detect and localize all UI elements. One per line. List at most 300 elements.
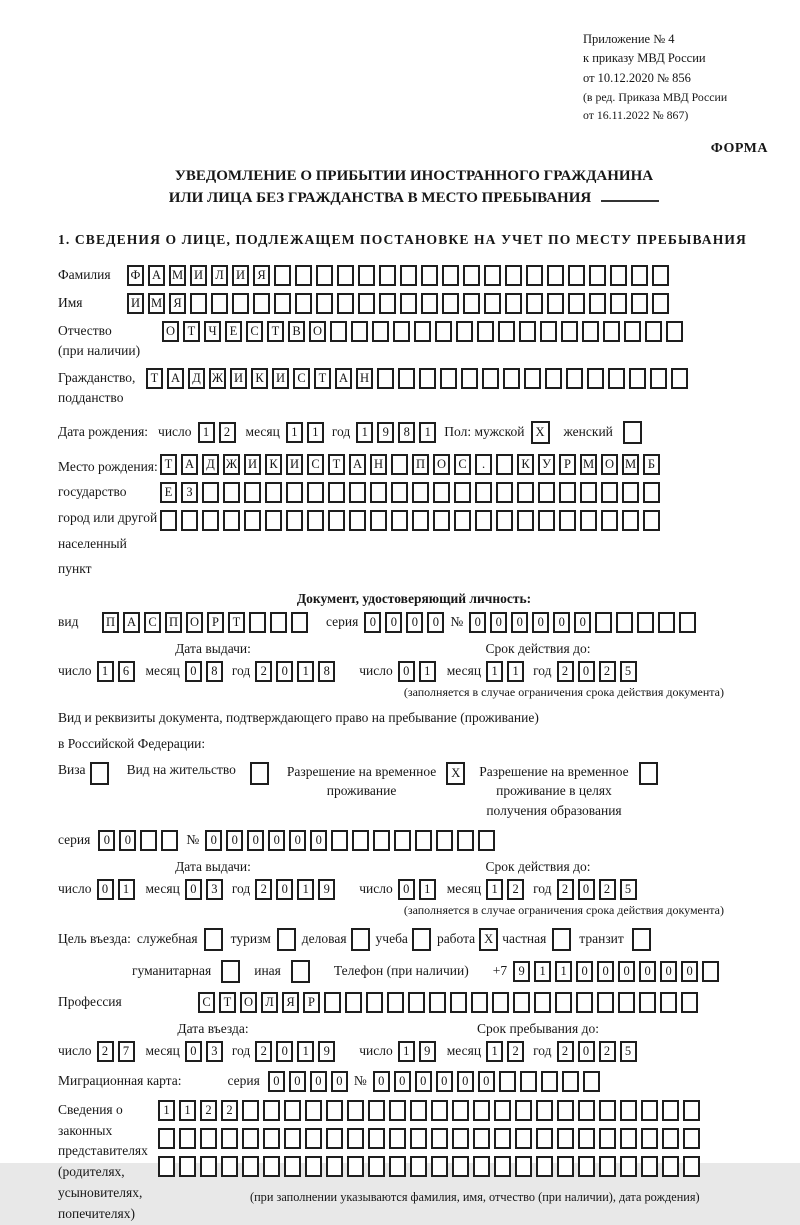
char-cell[interactable] — [568, 293, 585, 314]
char-cell[interactable]: 0 — [457, 1071, 474, 1092]
char-cell[interactable] — [641, 1128, 658, 1149]
char-cell[interactable]: И — [230, 368, 247, 389]
char-cell[interactable] — [326, 1128, 343, 1149]
char-cell[interactable]: Р — [303, 992, 320, 1013]
char-cell[interactable] — [526, 293, 543, 314]
char-cell[interactable] — [358, 265, 375, 286]
char-cell[interactable]: 2 — [255, 1041, 272, 1062]
char-cell[interactable] — [90, 762, 109, 785]
char-cell[interactable] — [662, 1128, 679, 1149]
char-cell[interactable] — [421, 265, 438, 286]
char-cell[interactable] — [452, 1100, 469, 1121]
char-cell[interactable] — [652, 265, 669, 286]
char-cell[interactable]: М — [580, 454, 597, 475]
char-cell[interactable]: 0 — [469, 612, 486, 633]
char-cell[interactable]: 1 — [286, 422, 303, 443]
char-cell[interactable]: Я — [282, 992, 299, 1013]
char-cell[interactable] — [473, 1100, 490, 1121]
char-cell[interactable]: П — [165, 612, 182, 633]
char-cell[interactable] — [274, 293, 291, 314]
char-cell[interactable] — [415, 830, 432, 851]
char-cell[interactable]: 1 — [486, 879, 503, 900]
char-cell[interactable]: К — [517, 454, 534, 475]
char-cell[interactable] — [349, 482, 366, 503]
char-cell[interactable]: 1 — [419, 661, 436, 682]
char-cell[interactable]: 1 — [297, 879, 314, 900]
char-cell[interactable] — [232, 293, 249, 314]
char-cell[interactable] — [331, 830, 348, 851]
char-cell[interactable] — [394, 830, 411, 851]
char-cell[interactable] — [519, 321, 536, 342]
char-cell[interactable]: С — [454, 454, 471, 475]
char-cell[interactable] — [328, 482, 345, 503]
char-cell[interactable]: О — [186, 612, 203, 633]
char-cell[interactable]: У — [538, 454, 555, 475]
char-cell[interactable]: 5 — [620, 879, 637, 900]
char-cell[interactable]: 0 — [185, 879, 202, 900]
char-cell[interactable]: 0 — [574, 612, 591, 633]
char-cell[interactable]: 2 — [219, 422, 236, 443]
char-cell[interactable] — [291, 612, 308, 633]
char-cell[interactable]: И — [232, 265, 249, 286]
char-cell[interactable] — [599, 1156, 616, 1177]
char-cell[interactable] — [286, 510, 303, 531]
char-cell[interactable] — [492, 992, 509, 1013]
char-cell[interactable] — [242, 1156, 259, 1177]
char-cell[interactable] — [419, 368, 436, 389]
char-cell[interactable]: А — [349, 454, 366, 475]
char-cell[interactable]: 0 — [576, 961, 593, 982]
char-cell[interactable] — [482, 368, 499, 389]
char-cell[interactable] — [637, 612, 654, 633]
char-cell[interactable] — [547, 265, 564, 286]
char-cell[interactable]: Н — [370, 454, 387, 475]
char-cell[interactable]: Ф — [127, 265, 144, 286]
char-cell[interactable]: 8 — [398, 422, 415, 443]
char-cell[interactable]: 9 — [419, 1041, 436, 1062]
char-cell[interactable]: 1 — [534, 961, 551, 982]
char-cell[interactable]: И — [244, 454, 261, 475]
char-cell[interactable] — [349, 510, 366, 531]
char-cell[interactable] — [347, 1156, 364, 1177]
char-cell[interactable]: 5 — [620, 1041, 637, 1062]
char-cell[interactable] — [368, 1128, 385, 1149]
char-cell[interactable]: 2 — [557, 879, 574, 900]
char-cell[interactable] — [578, 1156, 595, 1177]
char-cell[interactable] — [552, 928, 571, 951]
char-cell[interactable] — [442, 265, 459, 286]
char-cell[interactable] — [391, 454, 408, 475]
char-cell[interactable] — [601, 482, 618, 503]
char-cell[interactable] — [337, 265, 354, 286]
char-cell[interactable] — [534, 992, 551, 1013]
char-cell[interactable]: 0 — [276, 879, 293, 900]
char-cell[interactable] — [345, 992, 362, 1013]
char-cell[interactable] — [578, 1100, 595, 1121]
char-cell[interactable] — [499, 1071, 516, 1092]
char-cell[interactable]: И — [127, 293, 144, 314]
char-cell[interactable]: 0 — [268, 830, 285, 851]
char-cell[interactable] — [597, 992, 614, 1013]
char-cell[interactable]: 1 — [179, 1100, 196, 1121]
char-cell[interactable] — [391, 482, 408, 503]
char-cell[interactable] — [505, 293, 522, 314]
char-cell[interactable] — [461, 368, 478, 389]
char-cell[interactable]: 3 — [206, 879, 223, 900]
char-cell[interactable] — [538, 482, 555, 503]
char-cell[interactable] — [270, 612, 287, 633]
char-cell[interactable] — [632, 928, 651, 951]
char-cell[interactable] — [373, 830, 390, 851]
char-cell[interactable] — [517, 482, 534, 503]
char-cell[interactable]: 3 — [206, 1041, 223, 1062]
char-cell[interactable]: И — [190, 265, 207, 286]
char-cell[interactable] — [158, 1128, 175, 1149]
char-cell[interactable] — [307, 482, 324, 503]
char-cell[interactable] — [244, 482, 261, 503]
char-cell[interactable] — [702, 961, 719, 982]
char-cell[interactable]: 1 — [297, 1041, 314, 1062]
char-cell[interactable]: 1 — [97, 661, 114, 682]
char-cell[interactable] — [351, 321, 368, 342]
char-cell[interactable]: 6 — [118, 661, 135, 682]
char-cell[interactable]: И — [286, 454, 303, 475]
char-cell[interactable]: 0 — [511, 612, 528, 633]
char-cell[interactable]: 0 — [618, 961, 635, 982]
char-cell[interactable]: М — [148, 293, 165, 314]
char-cell[interactable] — [568, 265, 585, 286]
char-cell[interactable]: 0 — [98, 830, 115, 851]
char-cell[interactable] — [587, 368, 604, 389]
char-cell[interactable] — [463, 265, 480, 286]
char-cell[interactable] — [435, 321, 452, 342]
char-cell[interactable] — [347, 1128, 364, 1149]
char-cell[interactable] — [557, 1128, 574, 1149]
char-cell[interactable]: Т — [219, 992, 236, 1013]
char-cell[interactable]: К — [265, 454, 282, 475]
char-cell[interactable] — [629, 368, 646, 389]
char-cell[interactable] — [223, 482, 240, 503]
char-cell[interactable]: 0 — [247, 830, 264, 851]
char-cell[interactable] — [352, 830, 369, 851]
char-cell[interactable] — [580, 510, 597, 531]
char-cell[interactable] — [221, 1128, 238, 1149]
char-cell[interactable] — [671, 368, 688, 389]
char-cell[interactable]: Т — [328, 454, 345, 475]
char-cell[interactable] — [410, 1100, 427, 1121]
char-cell[interactable]: 0 — [268, 1071, 285, 1092]
char-cell[interactable] — [622, 510, 639, 531]
char-cell[interactable] — [337, 293, 354, 314]
char-cell[interactable] — [454, 510, 471, 531]
char-cell[interactable] — [520, 1071, 537, 1092]
char-cell[interactable] — [190, 293, 207, 314]
char-cell[interactable]: 0 — [185, 661, 202, 682]
char-cell[interactable]: X — [446, 762, 465, 785]
char-cell[interactable] — [639, 992, 656, 1013]
char-cell[interactable] — [679, 612, 696, 633]
char-cell[interactable] — [202, 482, 219, 503]
char-cell[interactable]: 2 — [557, 661, 574, 682]
char-cell[interactable]: 2 — [97, 1041, 114, 1062]
char-cell[interactable]: 0 — [578, 661, 595, 682]
char-cell[interactable] — [471, 992, 488, 1013]
char-cell[interactable] — [494, 1156, 511, 1177]
char-cell[interactable]: 0 — [406, 612, 423, 633]
char-cell[interactable]: А — [335, 368, 352, 389]
char-cell[interactable] — [358, 293, 375, 314]
char-cell[interactable] — [681, 992, 698, 1013]
char-cell[interactable]: Т — [183, 321, 200, 342]
char-cell[interactable] — [643, 510, 660, 531]
char-cell[interactable] — [662, 1156, 679, 1177]
char-cell[interactable] — [589, 265, 606, 286]
char-cell[interactable] — [589, 293, 606, 314]
char-cell[interactable] — [158, 1156, 175, 1177]
char-cell[interactable] — [179, 1128, 196, 1149]
char-cell[interactable]: 2 — [255, 879, 272, 900]
char-cell[interactable]: С — [307, 454, 324, 475]
char-cell[interactable] — [639, 762, 658, 785]
char-cell[interactable] — [599, 1128, 616, 1149]
char-cell[interactable]: X — [479, 928, 498, 951]
char-cell[interactable] — [513, 992, 530, 1013]
char-cell[interactable]: 0 — [289, 830, 306, 851]
char-cell[interactable]: Е — [225, 321, 242, 342]
char-cell[interactable]: Т — [228, 612, 245, 633]
char-cell[interactable] — [580, 482, 597, 503]
char-cell[interactable] — [583, 1071, 600, 1092]
char-cell[interactable] — [370, 510, 387, 531]
char-cell[interactable] — [277, 928, 296, 951]
char-cell[interactable]: 1 — [507, 661, 524, 682]
char-cell[interactable] — [498, 321, 515, 342]
char-cell[interactable]: Я — [253, 265, 270, 286]
char-cell[interactable] — [494, 1128, 511, 1149]
char-cell[interactable]: 0 — [578, 1041, 595, 1062]
char-cell[interactable] — [496, 482, 513, 503]
char-cell[interactable] — [263, 1128, 280, 1149]
char-cell[interactable]: 0 — [394, 1071, 411, 1092]
char-cell[interactable] — [433, 482, 450, 503]
char-cell[interactable] — [244, 510, 261, 531]
char-cell[interactable] — [429, 992, 446, 1013]
char-cell[interactable]: М — [169, 265, 186, 286]
char-cell[interactable] — [541, 1071, 558, 1092]
char-cell[interactable] — [408, 992, 425, 1013]
char-cell[interactable]: А — [181, 454, 198, 475]
char-cell[interactable]: 1 — [419, 422, 436, 443]
char-cell[interactable] — [410, 1156, 427, 1177]
char-cell[interactable]: И — [272, 368, 289, 389]
char-cell[interactable] — [457, 830, 474, 851]
char-cell[interactable]: 0 — [276, 661, 293, 682]
char-cell[interactable]: А — [148, 265, 165, 286]
char-cell[interactable]: А — [123, 612, 140, 633]
char-cell[interactable]: 2 — [599, 661, 616, 682]
char-cell[interactable] — [263, 1156, 280, 1177]
char-cell[interactable] — [463, 293, 480, 314]
char-cell[interactable] — [295, 265, 312, 286]
char-cell[interactable] — [475, 510, 492, 531]
char-cell[interactable]: 0 — [478, 1071, 495, 1092]
char-cell[interactable]: 1 — [297, 661, 314, 682]
char-cell[interactable] — [274, 265, 291, 286]
char-cell[interactable] — [305, 1128, 322, 1149]
char-cell[interactable]: О — [433, 454, 450, 475]
char-cell[interactable] — [442, 293, 459, 314]
char-cell[interactable]: Т — [146, 368, 163, 389]
char-cell[interactable]: 0 — [310, 830, 327, 851]
char-cell[interactable] — [431, 1156, 448, 1177]
char-cell[interactable] — [515, 1128, 532, 1149]
char-cell[interactable] — [631, 293, 648, 314]
char-cell[interactable]: Р — [207, 612, 224, 633]
char-cell[interactable]: 0 — [385, 612, 402, 633]
char-cell[interactable] — [242, 1100, 259, 1121]
char-cell[interactable] — [351, 928, 370, 951]
char-cell[interactable]: Е — [160, 482, 177, 503]
char-cell[interactable]: 0 — [427, 612, 444, 633]
char-cell[interactable] — [662, 1100, 679, 1121]
char-cell[interactable] — [400, 293, 417, 314]
char-cell[interactable] — [200, 1156, 217, 1177]
char-cell[interactable] — [478, 830, 495, 851]
char-cell[interactable] — [595, 612, 612, 633]
char-cell[interactable] — [540, 321, 557, 342]
char-cell[interactable]: . — [475, 454, 492, 475]
char-cell[interactable] — [557, 1100, 574, 1121]
char-cell[interactable]: 1 — [158, 1100, 175, 1121]
char-cell[interactable]: 5 — [620, 661, 637, 682]
char-cell[interactable]: П — [412, 454, 429, 475]
char-cell[interactable] — [305, 1156, 322, 1177]
char-cell[interactable]: 0 — [398, 661, 415, 682]
char-cell[interactable]: Д — [188, 368, 205, 389]
char-cell[interactable] — [179, 1156, 196, 1177]
char-cell[interactable] — [683, 1128, 700, 1149]
char-cell[interactable]: 8 — [318, 661, 335, 682]
char-cell[interactable] — [140, 830, 157, 851]
char-cell[interactable]: О — [240, 992, 257, 1013]
char-cell[interactable]: 0 — [415, 1071, 432, 1092]
char-cell[interactable] — [494, 1100, 511, 1121]
char-cell[interactable] — [484, 293, 501, 314]
char-cell[interactable]: Ч — [204, 321, 221, 342]
char-cell[interactable] — [660, 992, 677, 1013]
char-cell[interactable] — [368, 1156, 385, 1177]
char-cell[interactable] — [316, 265, 333, 286]
char-cell[interactable] — [547, 293, 564, 314]
char-cell[interactable] — [496, 454, 513, 475]
char-cell[interactable]: 9 — [318, 1041, 335, 1062]
char-cell[interactable] — [536, 1156, 553, 1177]
char-cell[interactable] — [608, 368, 625, 389]
char-cell[interactable] — [398, 368, 415, 389]
char-cell[interactable] — [601, 510, 618, 531]
char-cell[interactable]: Ж — [223, 454, 240, 475]
char-cell[interactable] — [505, 265, 522, 286]
char-cell[interactable]: 1 — [398, 1041, 415, 1062]
char-cell[interactable]: Н — [356, 368, 373, 389]
char-cell[interactable]: 0 — [289, 1071, 306, 1092]
char-cell[interactable] — [421, 293, 438, 314]
char-cell[interactable]: 0 — [639, 961, 656, 982]
char-cell[interactable]: 9 — [377, 422, 394, 443]
char-cell[interactable]: 0 — [97, 879, 114, 900]
char-cell[interactable] — [204, 928, 223, 951]
char-cell[interactable] — [400, 265, 417, 286]
char-cell[interactable] — [249, 612, 266, 633]
char-cell[interactable]: 0 — [597, 961, 614, 982]
char-cell[interactable] — [618, 992, 635, 1013]
char-cell[interactable] — [347, 1100, 364, 1121]
char-cell[interactable] — [284, 1156, 301, 1177]
char-cell[interactable] — [603, 321, 620, 342]
char-cell[interactable] — [368, 1100, 385, 1121]
char-cell[interactable] — [610, 293, 627, 314]
char-cell[interactable]: 2 — [557, 1041, 574, 1062]
char-cell[interactable] — [223, 510, 240, 531]
char-cell[interactable] — [473, 1156, 490, 1177]
char-cell[interactable] — [620, 1128, 637, 1149]
char-cell[interactable] — [200, 1128, 217, 1149]
char-cell[interactable] — [526, 265, 543, 286]
char-cell[interactable]: 1 — [419, 879, 436, 900]
char-cell[interactable] — [515, 1100, 532, 1121]
char-cell[interactable]: Б — [643, 454, 660, 475]
char-cell[interactable] — [265, 482, 282, 503]
char-cell[interactable] — [181, 510, 198, 531]
char-cell[interactable]: 2 — [599, 1041, 616, 1062]
char-cell[interactable] — [452, 1128, 469, 1149]
char-cell[interactable]: 0 — [373, 1071, 390, 1092]
char-cell[interactable]: 0 — [681, 961, 698, 982]
char-cell[interactable] — [316, 293, 333, 314]
char-cell[interactable]: 1 — [118, 879, 135, 900]
char-cell[interactable] — [161, 830, 178, 851]
char-cell[interactable] — [652, 293, 669, 314]
char-cell[interactable] — [631, 265, 648, 286]
char-cell[interactable]: 1 — [486, 1041, 503, 1062]
char-cell[interactable] — [620, 1100, 637, 1121]
char-cell[interactable] — [616, 612, 633, 633]
char-cell[interactable] — [242, 1128, 259, 1149]
char-cell[interactable] — [286, 482, 303, 503]
char-cell[interactable] — [456, 321, 473, 342]
char-cell[interactable] — [393, 321, 410, 342]
char-cell[interactable] — [250, 762, 269, 785]
char-cell[interactable]: 0 — [205, 830, 222, 851]
char-cell[interactable] — [412, 510, 429, 531]
char-cell[interactable] — [622, 482, 639, 503]
char-cell[interactable] — [305, 1100, 322, 1121]
char-cell[interactable] — [265, 510, 282, 531]
char-cell[interactable]: 2 — [221, 1100, 238, 1121]
char-cell[interactable] — [538, 510, 555, 531]
char-cell[interactable]: Л — [211, 265, 228, 286]
char-cell[interactable]: Л — [261, 992, 278, 1013]
char-cell[interactable]: Ж — [209, 368, 226, 389]
char-cell[interactable]: 9 — [513, 961, 530, 982]
char-cell[interactable] — [389, 1156, 406, 1177]
char-cell[interactable] — [496, 510, 513, 531]
char-cell[interactable]: 2 — [200, 1100, 217, 1121]
char-cell[interactable] — [503, 368, 520, 389]
char-cell[interactable] — [326, 1100, 343, 1121]
char-cell[interactable]: 1 — [486, 661, 503, 682]
char-cell[interactable]: 0 — [364, 612, 381, 633]
